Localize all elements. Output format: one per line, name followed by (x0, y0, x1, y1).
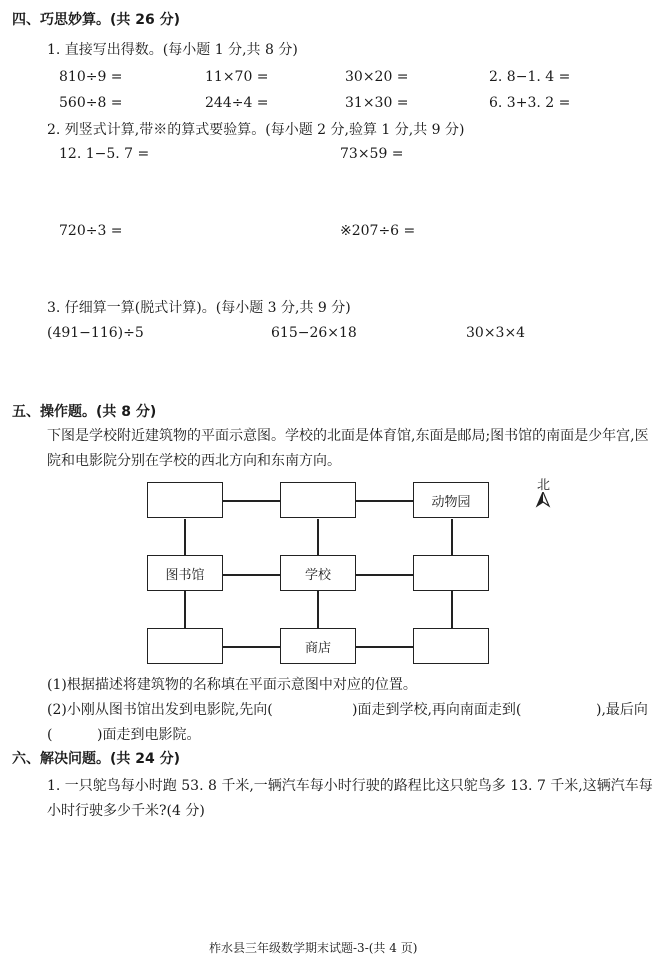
section-5-sub2-d: ( (47, 727, 53, 743)
q3-item: 30×3×4 (466, 325, 526, 341)
q1-item: 30×20 = (345, 69, 409, 85)
map-road (451, 519, 453, 555)
q1-item: 244÷4 = (205, 95, 269, 111)
section-6-q1: 1. 一只鸵鸟每小时跑 53. 8 千米,一辆汽车每小时行驶的路程比这只鸵鸟多 13. 7 千米,这辆汽车每小时行驶多少千米?(4 分) (47, 778, 653, 819)
section-4-title: 四、巧思妙算。(共 26 分) (12, 12, 181, 28)
map-box-zoo: 动物园 (413, 482, 489, 518)
section-5-sub2-b: )面走到学校,再向南面走到( (352, 702, 522, 718)
q1-title: 1. 直接写出得数。(每小题 1 分,共 8 分) (47, 42, 298, 58)
section-5-sub2-a: (2)小刚从图书馆出发到电影院,先向( (47, 702, 273, 718)
map-road (184, 591, 186, 628)
map-box (413, 628, 489, 664)
map-box (147, 628, 223, 664)
section-5-sub2-c: ),最后向 (596, 702, 648, 718)
map-box (280, 482, 356, 518)
q1-item: 11×70 = (205, 69, 269, 85)
q1-item: 560÷8 = (59, 95, 123, 111)
map-box (147, 482, 223, 518)
q3-item: (491−116)÷5 (47, 325, 144, 341)
section-5-sub1: (1)根据描述将建筑物的名称填在平面示意图中对应的位置。 (47, 677, 417, 693)
q3-item: 615−26×18 (271, 325, 357, 341)
map-road (223, 646, 280, 648)
q1-item: 31×30 = (345, 95, 409, 111)
map-box-library: 图书馆 (147, 555, 223, 591)
compass-north-label: 北 (537, 478, 551, 493)
q2-item: ※207÷6 = (340, 223, 416, 239)
section-5-title: 五、操作题。(共 8 分) (12, 404, 157, 420)
q2-item: 73×59 = (340, 146, 404, 162)
q2-title: 2. 列竖式计算,带※的算式要验算。(每小题 2 分,验算 1 分,共 9 分) (47, 122, 465, 138)
map-road (184, 519, 186, 555)
section-5-intro: 下图是学校附近建筑物的平面示意图。学校的北面是体育馆,东面是邮局;图书馆的南面是少年宫,医院和电影院分别在学校的西北方向和东南方向。 (47, 428, 649, 469)
map-road (317, 591, 319, 628)
map-road (317, 519, 319, 555)
map-box-school: 学校 (280, 555, 356, 591)
q3-title: 3. 仔细算一算(脱式计算)。(每小题 3 分,共 9 分) (47, 300, 351, 316)
q1-item: 6. 3+3. 2 = (489, 95, 571, 111)
map-road (356, 574, 413, 576)
map-road (356, 646, 413, 648)
map-road (451, 591, 453, 628)
map-box-shop: 商店 (280, 628, 356, 664)
map-box (413, 555, 489, 591)
north-arrow-icon (535, 492, 551, 508)
map-road (356, 500, 413, 502)
q2-item: 12. 1−5. 7 = (59, 146, 150, 162)
section-5-sub2-e: )面走到电影院。 (97, 727, 201, 743)
section-6-title: 六、解决问题。(共 24 分) (12, 751, 181, 767)
map-road (223, 500, 280, 502)
page-footer: 柞水县三年级数学期末试题-3-(共 4 页) (209, 941, 418, 955)
q1-item: 810÷9 = (59, 69, 123, 85)
map-road (223, 574, 280, 576)
q2-item: 720÷3 = (59, 223, 123, 239)
q1-item: 2. 8−1. 4 = (489, 69, 571, 85)
